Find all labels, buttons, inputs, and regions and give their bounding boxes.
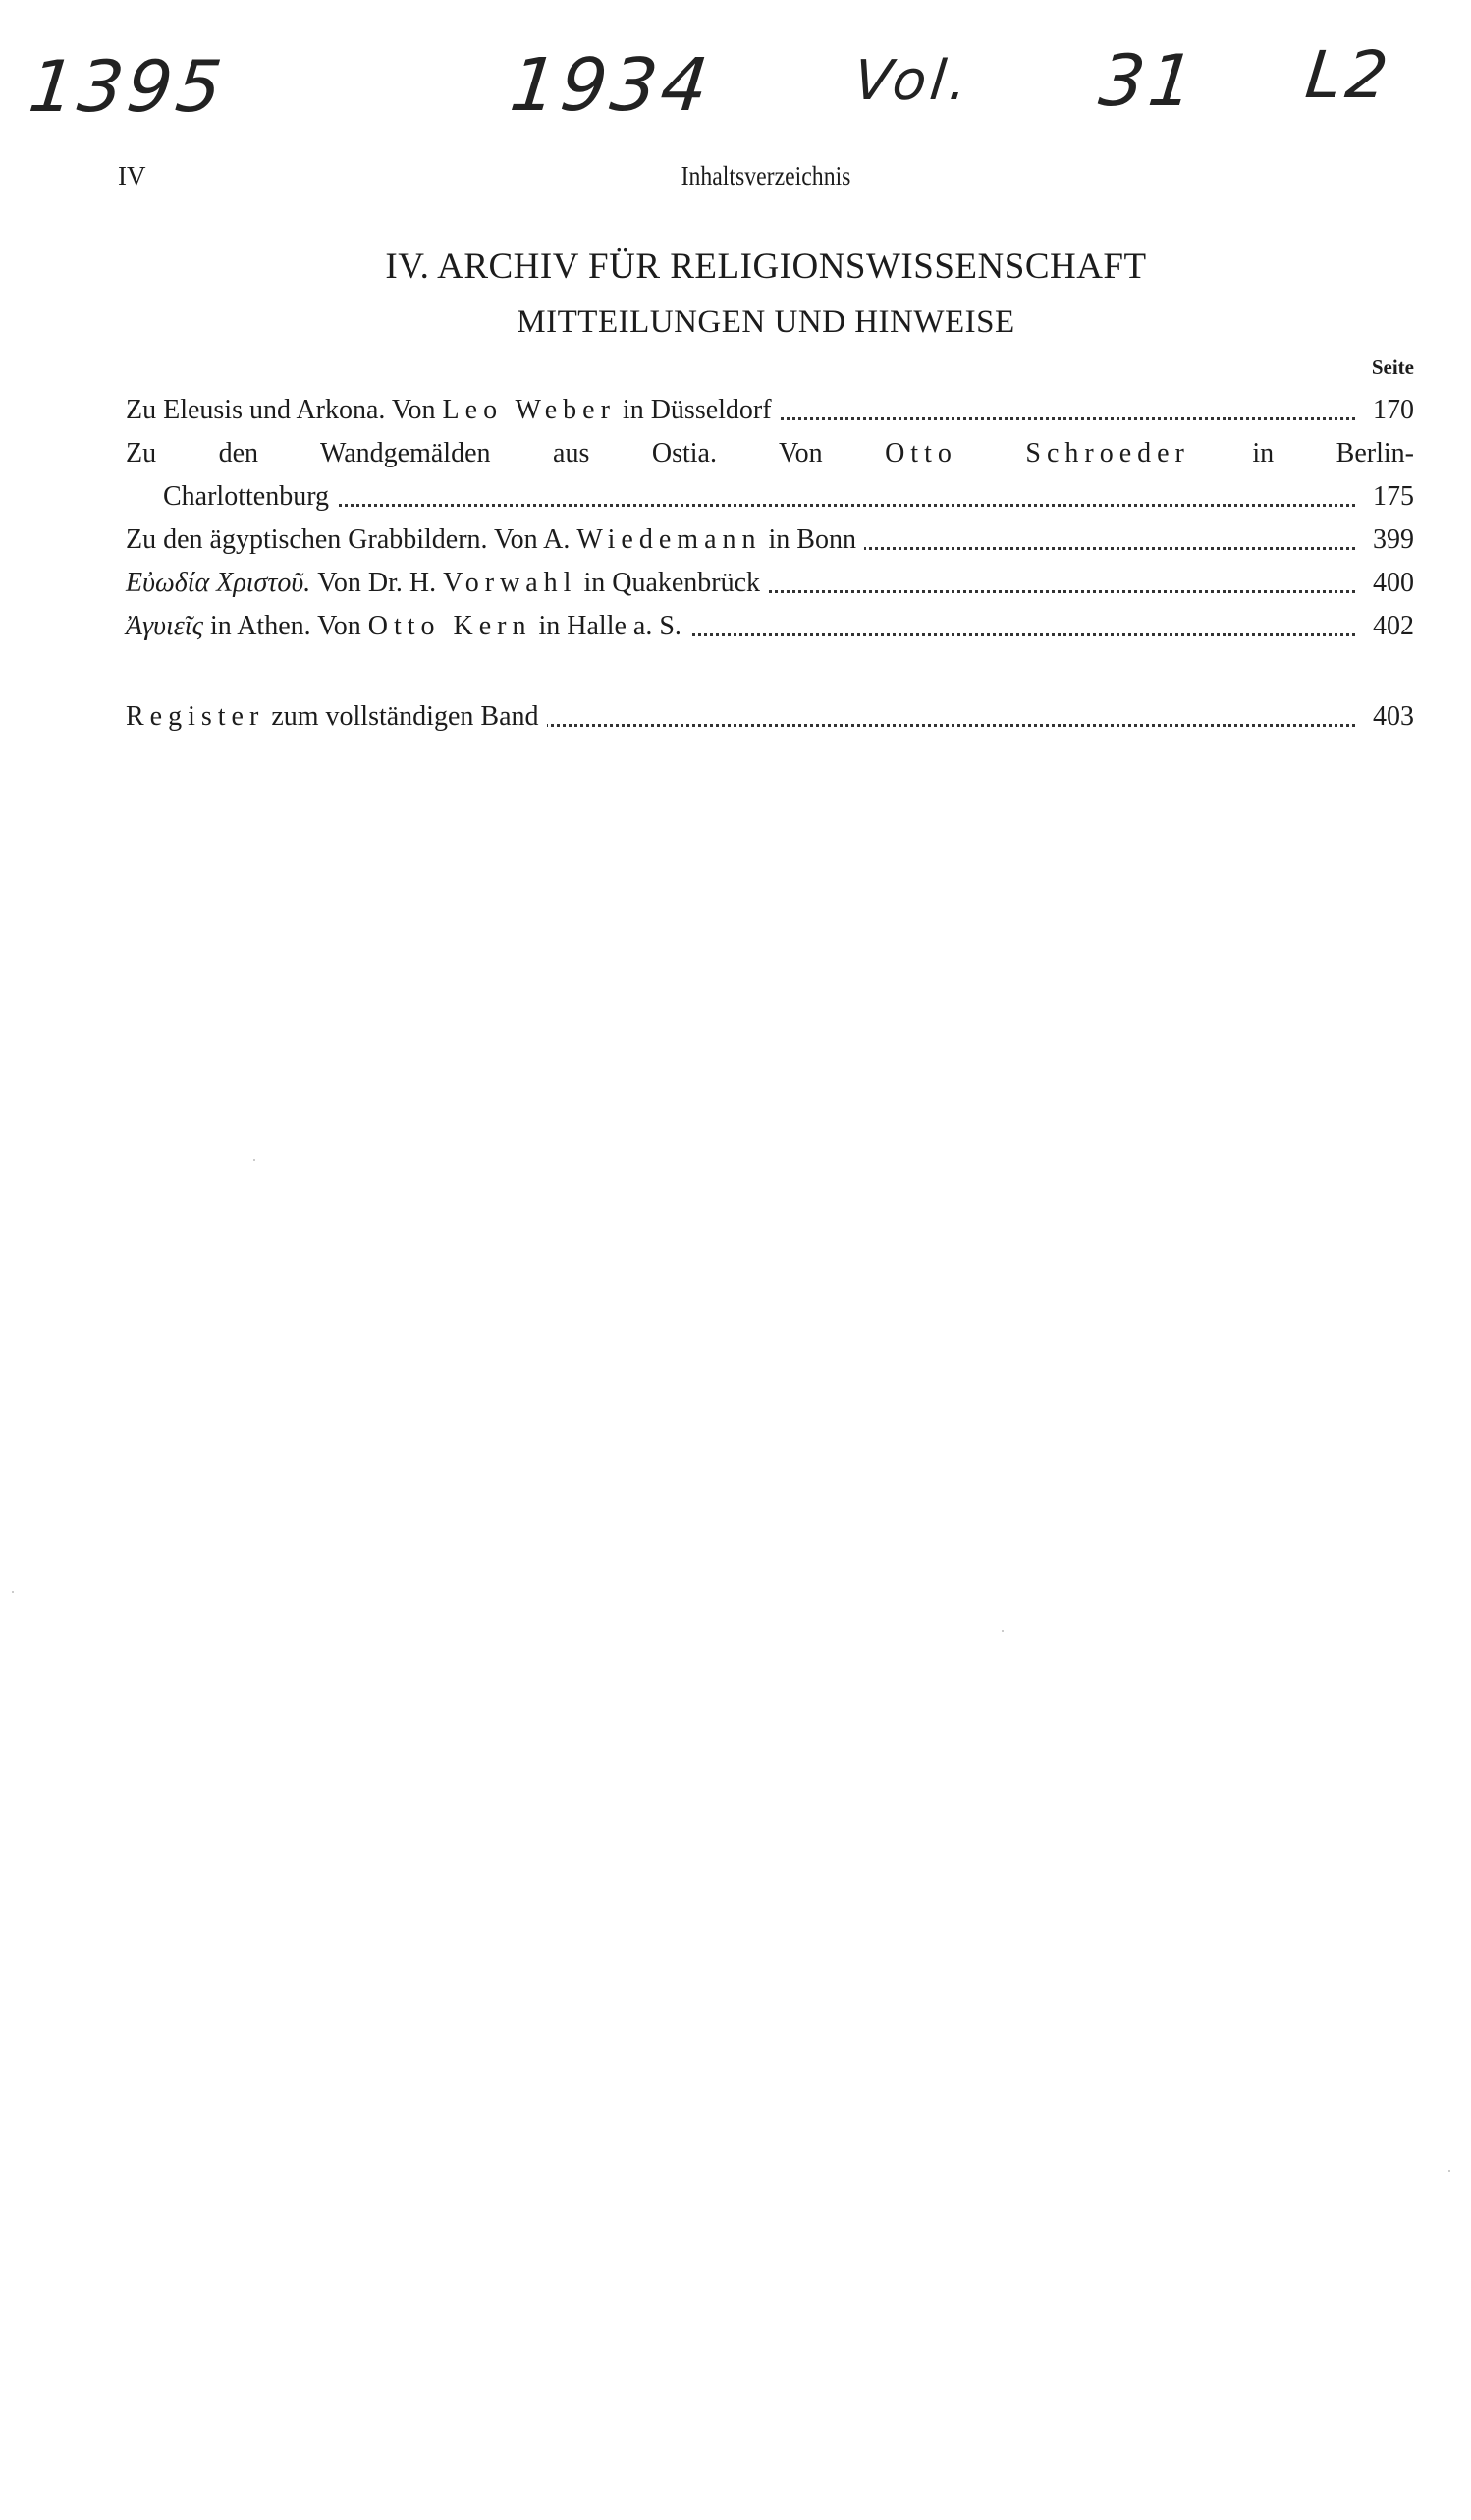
toc-entry-title-line1: [126, 432, 1414, 475]
toc-entry-title: [126, 524, 864, 555]
entry-author: Otto Kern: [367, 611, 532, 641]
entry-location: in Berlin-: [1189, 438, 1414, 468]
paper-speck: [253, 1159, 255, 1161]
section-subtitle: MITTEILUNGEN UND HINWEISE: [517, 304, 1015, 340]
toc-entry-register: [126, 695, 1414, 739]
entry-location: in Bonn: [761, 524, 856, 555]
toc-entry-continuation: [126, 475, 1414, 519]
entry-greek-title: Εὐωδία Χριστοῦ.: [126, 568, 311, 598]
toc-entry-title: [126, 395, 780, 425]
register-title: [126, 701, 547, 732]
toc-entry: [126, 562, 1414, 605]
toc-entry-page: 175: [1359, 475, 1414, 519]
toc-entry-page: 170: [1359, 389, 1414, 432]
entry-title-text: Zu den ägyptischen Grabbildern. Von A.: [126, 524, 577, 555]
entry-location: in Düsseldorf: [615, 395, 772, 425]
toc-entry-page: 402: [1359, 605, 1414, 648]
handwritten-mark: L2: [1301, 37, 1395, 113]
toc-entry: [126, 519, 1414, 562]
section-title: IV. ARCHIV FÜR RELIGIONSWISSENSCHAFT: [385, 247, 1147, 287]
spacer: [126, 648, 1414, 695]
toc-entry: [126, 389, 1414, 432]
handwritten-year: 1934: [506, 43, 716, 128]
leader-dots: [163, 504, 1355, 507]
entry-location: in Quakenbrück: [576, 568, 761, 598]
toc-entry-title-line2: Charlottenburg: [163, 481, 337, 512]
handwritten-annotations: [0, 18, 1471, 136]
entry-author: Wiedemann: [576, 524, 762, 555]
handwritten-vol-number: 31: [1095, 39, 1203, 122]
toc-entry: [126, 432, 1414, 475]
register-label: Register: [126, 701, 265, 732]
paper-speck: [12, 1591, 14, 1593]
entry-location: in Halle a. S.: [531, 611, 681, 641]
entry-title-text: Von Dr. H.: [310, 568, 444, 598]
toc-entry: [126, 605, 1414, 648]
handwritten-number: 1395: [25, 45, 230, 128]
entry-title-text: Zu den Wandgemälden aus Ostia. Von: [126, 438, 886, 468]
entry-title-text: in Athen. Von: [202, 611, 368, 641]
toc-entry-title: [126, 568, 768, 598]
entry-title-text: Zu Eleusis und Arkona. Von: [126, 395, 443, 425]
running-head-title: Inhaltsverzeichnis: [681, 161, 851, 191]
running-head: [118, 161, 1414, 200]
page-number: IV: [118, 161, 146, 191]
entry-author: Leo Weber: [442, 395, 616, 425]
toc-entry-page: 400: [1359, 562, 1414, 605]
register-page: 403: [1359, 695, 1414, 739]
toc-entry-title: [126, 611, 689, 641]
entry-greek-title: Ἀγυιεῖς: [126, 611, 203, 641]
register-label-rest: zum vollständigen Band: [264, 701, 539, 732]
page-column-label: Seite: [1371, 356, 1414, 379]
paper-speck: [1448, 2170, 1450, 2172]
handwritten-vol-label: Vol.: [850, 49, 975, 113]
table-of-contents: [126, 389, 1414, 739]
entry-author: Otto Schroeder: [885, 438, 1190, 468]
paper-speck: [1002, 1630, 1004, 1632]
toc-entry-page: 399: [1359, 519, 1414, 562]
entry-author: Vorwahl: [443, 568, 577, 598]
